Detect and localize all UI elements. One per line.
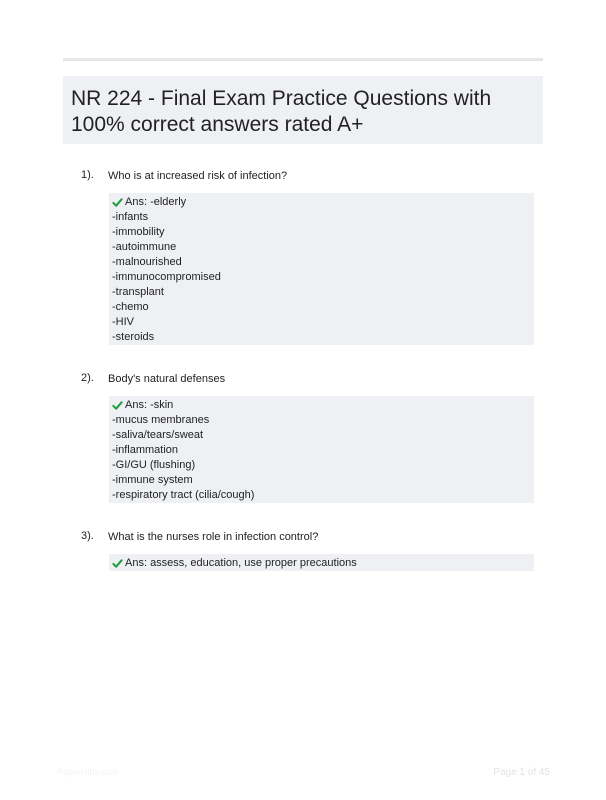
answer-list [112,413,534,503]
answer-lead-text: Ans: -elderly [125,196,187,208]
title-banner [63,76,543,144]
question-number: 1). [81,169,94,181]
answer-item: -steroids [112,331,155,343]
answer-lead-text: Ans: assess, education, use proper precautions [125,557,357,569]
answer-item: -respiratory tract (cilia/cough) [112,489,255,501]
answer-item: -transplant [112,286,164,298]
answer-box [109,193,534,345]
question-text: What is the nurses role in infection control? [108,531,319,543]
answer-list [112,210,534,345]
answer-item: -immobility [112,226,165,238]
answer-item: -saliva/tears/sweat [112,429,204,441]
question-number: 2). [81,372,94,384]
footer-watermark: PaperNibs.com [57,767,119,777]
answer-first-line [112,556,534,571]
answer-item: -chemo [112,301,149,313]
answer-first-line [112,398,534,413]
answer-box [109,396,534,503]
answer-item: -immune system [112,474,193,486]
question-text: Who is at increased risk of infection? [108,170,288,182]
answer-item: -malnourished [112,256,182,268]
question-number: 3). [81,530,94,542]
page-number: Page 1 of 45 [493,767,550,778]
answer-item: -autoimmune [112,241,177,253]
answer-item: -inflammation [112,444,179,456]
answer-item: -mucus membranes [112,414,210,426]
answer-item: -GI/GU (flushing) [112,459,196,471]
question-text: Body's natural defenses [108,373,226,385]
page-title: NR 224 - Final Exam Practice Questions with 100% correct answers rated A+ [71,87,492,136]
answer-item: -infants [112,211,149,223]
answer-box [109,554,534,571]
check-icon [112,197,123,208]
answer-item: -HIV [112,316,134,328]
answer-item: -immunocompromised [112,271,221,283]
answer-lead-text: Ans: -skin [125,399,174,411]
check-icon [112,400,123,411]
top-divider [63,58,543,61]
check-icon [112,558,123,569]
answer-first-line [112,195,534,210]
